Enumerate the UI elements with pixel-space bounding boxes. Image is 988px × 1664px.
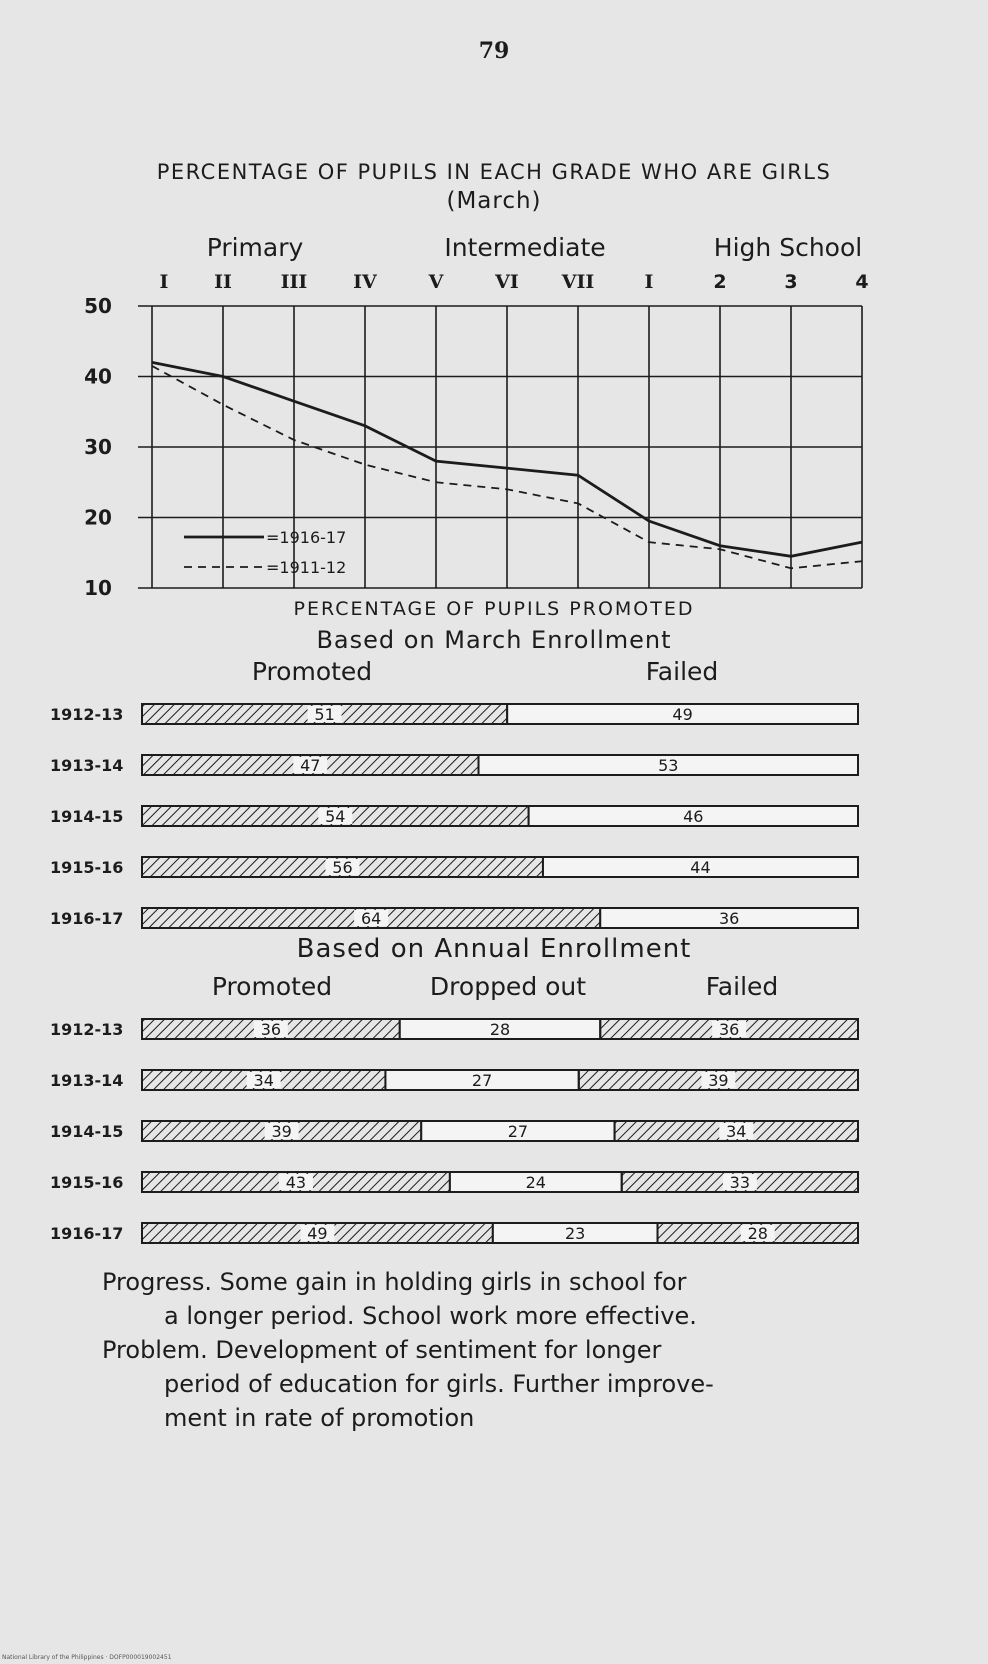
row-label: 1913-14 — [50, 756, 124, 775]
group-label: High School — [713, 233, 863, 262]
problem-note-line-1: Problem. Development of sentiment for longer — [102, 1336, 662, 1364]
row-label: 1914-15 — [50, 807, 124, 826]
x-tick-label: 4 — [855, 271, 869, 293]
bar-value-label: 51 — [314, 705, 335, 724]
bar-value-label: 28 — [489, 1020, 511, 1039]
bar-value-label: 49 — [672, 705, 693, 724]
bar-value-label: 43 — [285, 1173, 307, 1192]
bar-value-label: 53 — [658, 756, 679, 775]
page-number: 79 — [478, 38, 510, 64]
line-chart-title: PERCENTAGE OF PUPILS IN EACH GRADE WHO ARE GIRLS — [156, 160, 832, 184]
legend-label: =1911-12 — [266, 558, 347, 577]
march-enrollment-bar-chart — [0, 657, 988, 930]
problem-note-line-3: ment in rate of promotion — [164, 1404, 475, 1432]
bar-value-label: 27 — [507, 1122, 529, 1141]
bar-value-label: 34 — [253, 1071, 274, 1090]
bar-value-label: 33 — [729, 1173, 751, 1192]
series-header: Failed — [705, 972, 779, 1001]
annual-chart-subtitle: Based on Annual Enrollment — [296, 934, 692, 964]
y-tick-label: 40 — [84, 364, 112, 389]
y-tick-label: 30 — [84, 435, 112, 459]
x-tick-label: VI — [495, 271, 519, 293]
x-tick-label: III — [280, 271, 308, 293]
series-header: Failed — [645, 657, 719, 686]
bar-value-label: 36 — [718, 1020, 740, 1039]
girls-percentage-line-chart — [0, 230, 988, 610]
row-label: 1915-16 — [50, 1173, 124, 1192]
group-label: Intermediate — [444, 233, 606, 262]
bar-value-label: 39 — [708, 1071, 729, 1090]
march-chart-subtitle: Based on March Enrollment — [316, 626, 672, 654]
x-tick-label: I — [644, 271, 654, 293]
bar-value-label: 47 — [300, 756, 321, 775]
bar-value-label: 46 — [683, 807, 704, 826]
bar-value-label: 44 — [690, 858, 711, 877]
bar-value-label: 36 — [718, 909, 740, 928]
notes-block — [102, 1265, 862, 1435]
row-label: 1916-17 — [50, 909, 124, 928]
row-label: 1915-16 — [50, 858, 124, 877]
bar-value-label: 49 — [307, 1224, 328, 1243]
y-tick-label: 10 — [84, 576, 112, 600]
row-label: 1914-15 — [50, 1122, 124, 1141]
promotion-chart-title: PERCENTAGE OF PUPILS PROMOTED — [293, 598, 695, 620]
bar-value-label: 54 — [325, 807, 346, 826]
series-header: Promoted — [251, 657, 373, 686]
bar-value-label: 24 — [525, 1173, 546, 1192]
annual-enrollment-bar-chart — [0, 972, 988, 1245]
bar-value-label: 28 — [747, 1224, 768, 1243]
bar-value-label: 56 — [332, 858, 353, 877]
legend-label: =1916-17 — [266, 528, 347, 547]
bar-value-label: 23 — [565, 1224, 586, 1243]
y-tick-label: 50 — [84, 294, 112, 318]
row-label: 1912-13 — [50, 1020, 124, 1039]
row-label: 1916-17 — [50, 1224, 124, 1243]
bar-value-label: 34 — [726, 1122, 747, 1141]
x-tick-label: IV — [353, 271, 377, 293]
x-tick-label: 2 — [713, 271, 727, 293]
progress-note-line-1: Progress. Some gain in holding girls in school for — [102, 1268, 687, 1296]
problem-note-line-2: period of education for girls. Further improve- — [164, 1370, 714, 1398]
group-label: Primary — [206, 233, 304, 262]
x-tick-label: V — [428, 271, 444, 293]
y-tick-label: 20 — [84, 505, 112, 530]
footer-credit: National Library of the Philippines · DOFP000019002451 — [2, 1654, 172, 1661]
series-header: Dropped out — [429, 972, 587, 1001]
x-tick-label: II — [214, 271, 232, 293]
row-label: 1913-14 — [50, 1071, 124, 1090]
series-header: Promoted — [211, 972, 333, 1001]
line-chart-subtitle: (March) — [446, 188, 542, 214]
row-label: 1912-13 — [50, 705, 124, 724]
bar-value-label: 36 — [260, 1020, 282, 1039]
x-tick-label: 3 — [784, 271, 798, 293]
bar-value-label: 39 — [271, 1122, 292, 1141]
bar-value-label: 64 — [360, 909, 382, 928]
progress-note-line-2: a longer period. School work more effective. — [164, 1302, 697, 1330]
x-tick-label: VII — [561, 271, 595, 293]
bar-value-label: 27 — [471, 1071, 493, 1090]
x-tick-label: I — [159, 271, 169, 293]
